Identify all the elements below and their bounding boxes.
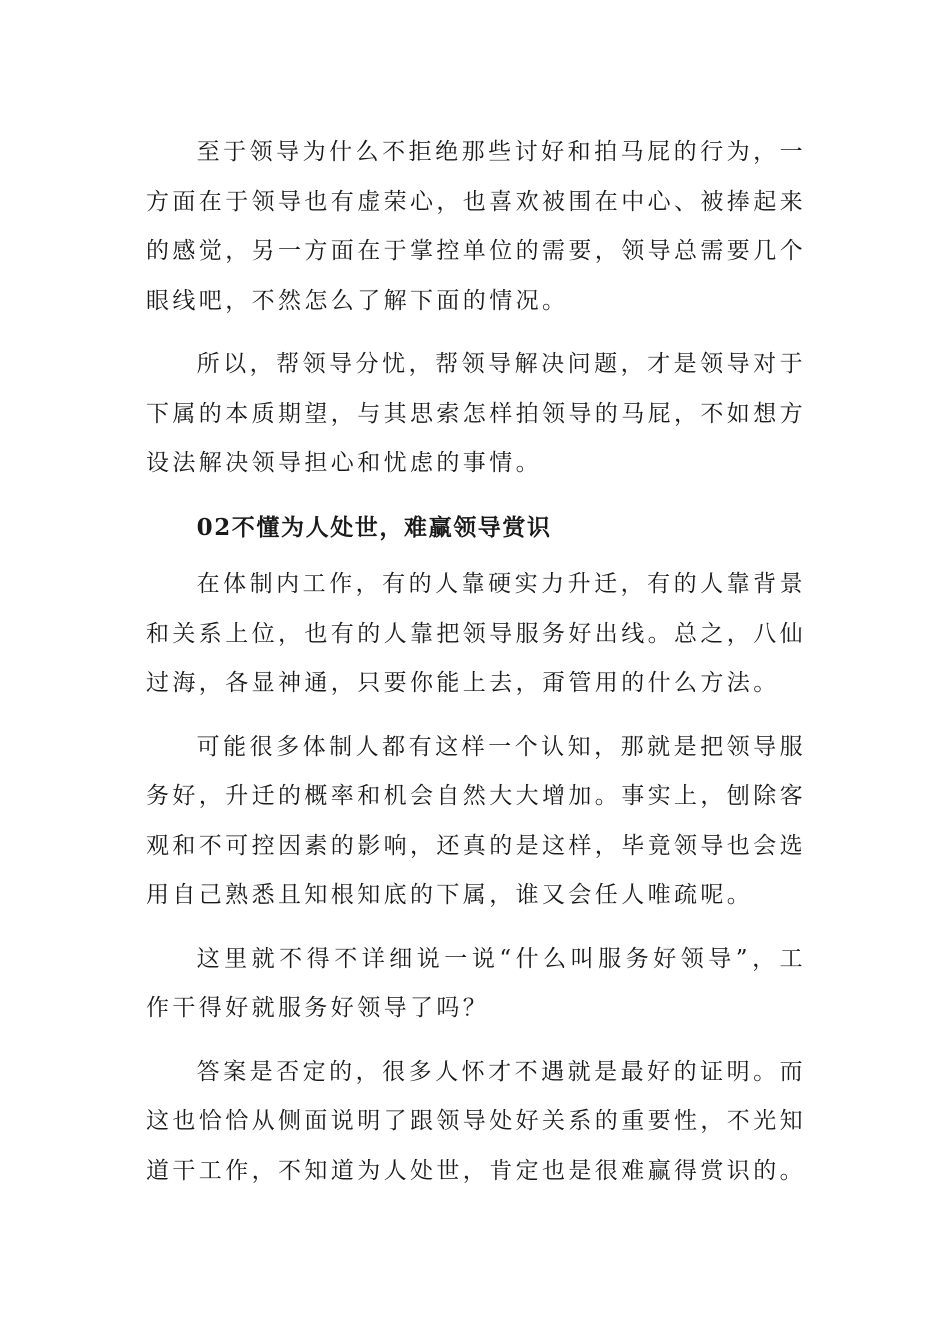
- paragraph-share-worries: 所以，帮领导分忧，帮领导解决问题，才是领导对于下属的本质期望，与其思索怎样拍领导的马屁，不如想方设法解决领导担心和忧虑的事情。: [146, 351, 806, 476]
- document-body: [146, 128, 806, 1210]
- paragraph-promotion-paths: 在体制内工作，有的人靠硬实力升迁，有的人靠背景和关系上位，也有的人靠把领导服务好出线。总之，八仙过海，各显神通，只要你能上去，甭管用的什么方法。: [146, 571, 806, 696]
- paragraph-answer: 答案是否定的，很多人怀才不遇就是最好的证明。而这也恰恰从侧面说明了跟领导处好关系的重要性，不光知道干工作，不知道为人处世，肯定也是很难赢得赏识的。: [146, 1058, 806, 1184]
- section-heading-02: 02不懂为人处世，难赢领导赏识: [196, 513, 552, 541]
- paragraph-what-is-serving: 这里就不得不详细说一说“什么叫服务好领导”，工作干得好就服务好领导了吗？: [146, 945, 806, 1021]
- paragraph-serve-leader: 可能很多体制人都有这样一个认知，那就是把领导服务好，升迁的概率和机会自然大大增加。事实上，刨除客观和不可控因素的影响，还真的是这样，毕竟领导也会选用自己熟悉且知根知底的下属，谁又会任人唯疏呢。: [146, 733, 806, 908]
- paragraph-flattery: 至于领导为什么不拒绝那些讨好和拍马屁的行为，一方面在于领导也有虚荣心，也喜欢被围在中心、被捧起来的感觉，另一方面在于掌控单位的需要，领导总需要几个眼线吧，不然怎么了解下面的情况。: [146, 139, 806, 314]
